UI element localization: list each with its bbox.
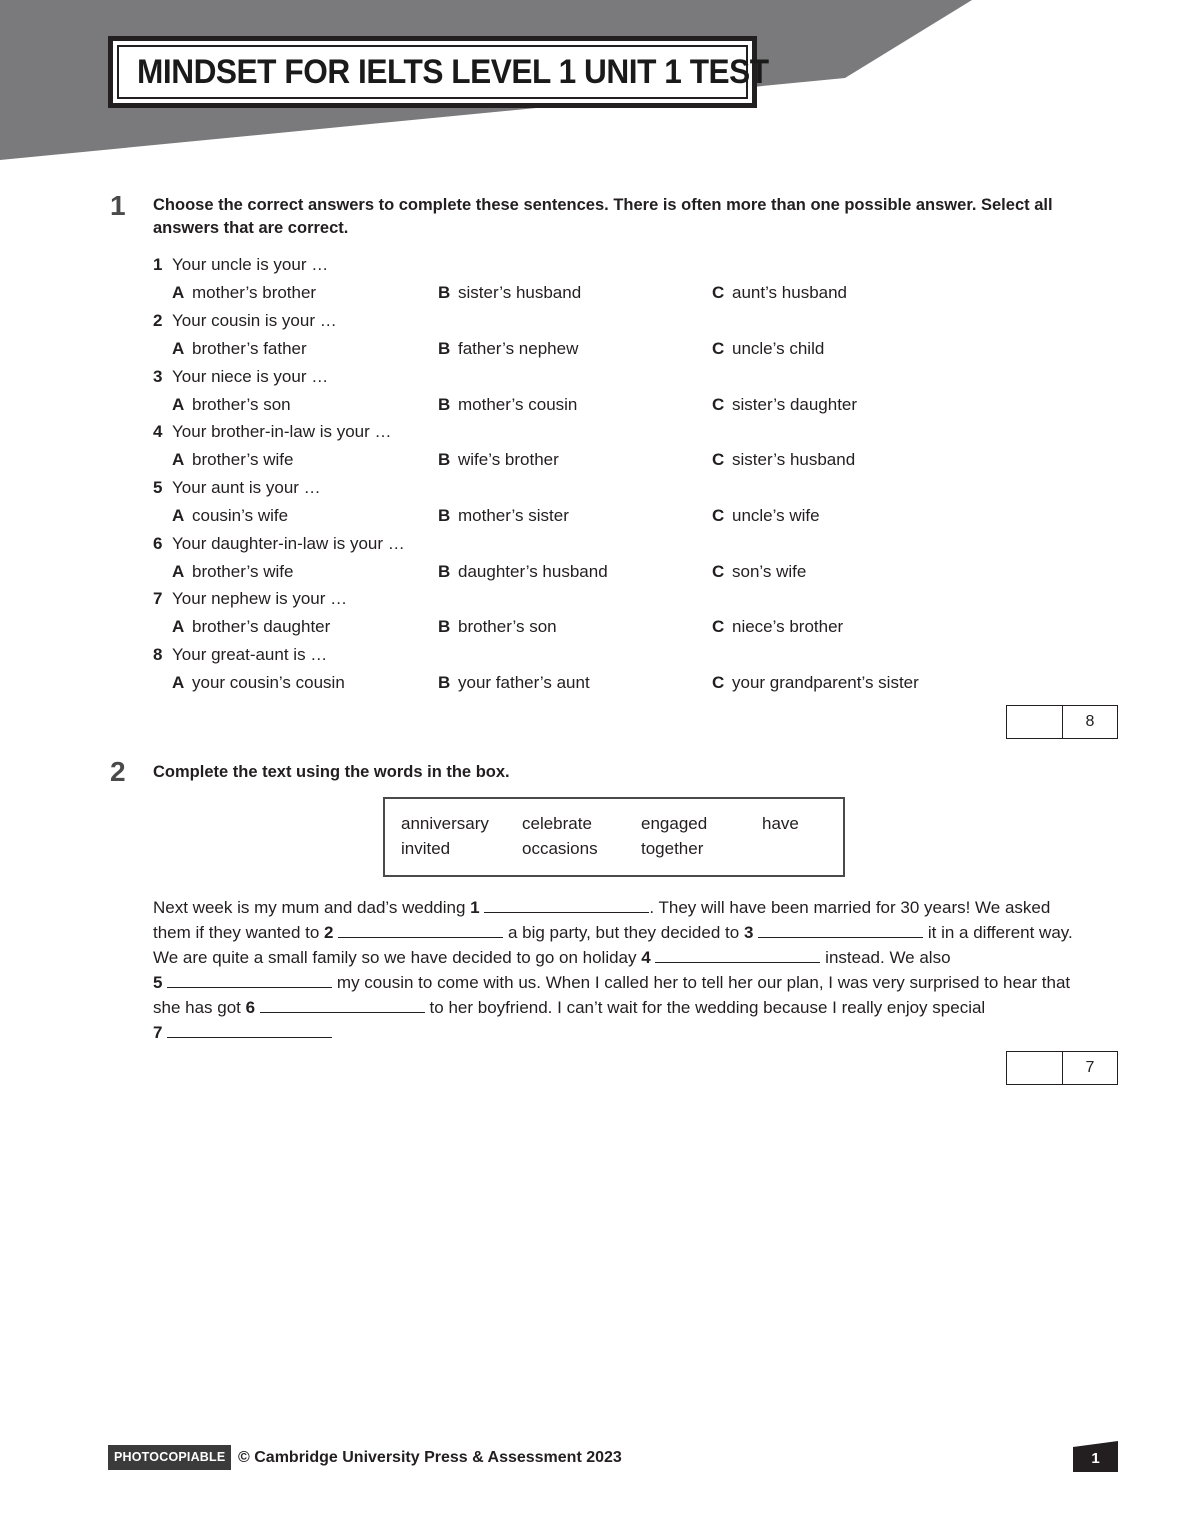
question-6 (153, 532, 405, 556)
word-celebrate: celebrate (522, 814, 592, 833)
option-letter: B (438, 562, 451, 581)
option-text: daughter’s husband (458, 562, 608, 581)
question-3-option-b[interactable] (438, 393, 577, 417)
question-2-option-c[interactable] (712, 337, 824, 361)
gap-3-blank[interactable] (758, 922, 923, 938)
word-engaged: engaged (641, 814, 708, 833)
question-4-option-b[interactable] (438, 448, 559, 472)
question-2-option-b[interactable] (438, 337, 578, 361)
question-4 (153, 420, 392, 444)
option-letter: A (172, 673, 185, 692)
option-text: father’s nephew (458, 339, 579, 358)
gap-2-blank[interactable] (338, 922, 503, 938)
option-letter: C (712, 506, 725, 525)
option-text: aunt’s husband (732, 283, 848, 302)
question-number: 7 (153, 589, 163, 608)
option-letter: C (712, 562, 725, 581)
text-line-1 (153, 895, 1113, 920)
question-stem: Your daughter-in-law is your … (172, 534, 405, 553)
text-segment: Next week is my mum and dad’s wedding (153, 898, 471, 917)
gap-number: 6 (245, 998, 256, 1017)
page-number: 1 (1091, 1450, 1100, 1467)
option-letter: B (438, 339, 451, 358)
question-number: 2 (153, 311, 163, 330)
question-stem: Your cousin is your … (172, 311, 337, 330)
question-7 (153, 587, 347, 611)
option-letter: C (712, 450, 725, 469)
gap-number: 2 (324, 923, 334, 942)
page-title: MINDSET FOR IELTS LEVEL 1 UNIT 1 TEST (137, 52, 769, 91)
option-text: brother’s son (192, 395, 291, 414)
gap-7-blank[interactable] (167, 1022, 332, 1038)
option-text: brother’s daughter (192, 617, 331, 636)
option-text: son’s wife (732, 562, 807, 581)
section-1-instruction-line1: Choose the correct answers to complete these sentences. There is often more than one possible answer. Select all (153, 196, 1053, 214)
option-letter: C (712, 283, 725, 302)
option-letter: B (438, 450, 451, 469)
option-letter: A (172, 339, 185, 358)
question-4-option-a[interactable] (172, 448, 293, 472)
gap-number: 1 (470, 898, 480, 917)
option-letter: C (712, 339, 725, 358)
option-letter: A (172, 395, 185, 414)
question-7-option-c[interactable] (712, 615, 843, 639)
section-2-number: 2 (110, 756, 126, 787)
option-text: mother’s brother (192, 283, 317, 302)
option-letter: B (438, 506, 451, 525)
section-2-score-box (1006, 1051, 1118, 1085)
question-5-option-a[interactable] (172, 504, 288, 528)
section-1-instruction (153, 194, 1093, 240)
option-letter: C (712, 395, 725, 414)
gap-6-blank[interactable] (260, 997, 425, 1013)
option-text: cousin’s wife (192, 506, 289, 525)
option-text: brother’s wife (192, 450, 294, 469)
question-stem: Your brother-in-law is your … (172, 422, 392, 441)
question-8-option-c[interactable] (712, 671, 919, 695)
option-text: your grandparent’s sister (732, 673, 919, 692)
text-line-6 (153, 1020, 1113, 1045)
option-letter: C (712, 617, 725, 636)
option-letter: A (172, 450, 185, 469)
option-text: brother’s son (458, 617, 557, 636)
option-text: uncle’s child (732, 339, 825, 358)
option-text: niece’s brother (732, 617, 844, 636)
option-text: mother’s cousin (458, 395, 578, 414)
question-1 (153, 253, 328, 277)
text-line-5 (153, 995, 1113, 1020)
question-2-option-a[interactable] (172, 337, 307, 361)
word-occasions: occasions (522, 839, 598, 858)
text-segment: it in a different way. (923, 923, 1073, 942)
text-segment: a big party, but they decided to (503, 923, 744, 942)
question-5 (153, 476, 321, 500)
question-3-option-c[interactable] (712, 393, 857, 417)
word-invited: invited (401, 839, 451, 858)
section-1-instruction-line2: answers that are correct. (153, 219, 349, 237)
question-8-option-b[interactable] (438, 671, 590, 695)
option-text: sister’s husband (732, 450, 856, 469)
gap-1-blank[interactable] (484, 897, 649, 913)
score-total: 7 (1085, 1059, 1095, 1076)
question-number: 3 (153, 367, 163, 386)
question-2 (153, 309, 337, 333)
question-1-option-c[interactable] (712, 281, 847, 305)
text-segment: she has got (153, 998, 246, 1017)
question-8 (153, 643, 327, 667)
option-letter: A (172, 283, 185, 302)
score-input[interactable] (1007, 706, 1063, 738)
question-1-option-a[interactable] (172, 281, 316, 305)
option-letter: A (172, 506, 185, 525)
question-6-option-c[interactable] (712, 560, 806, 584)
question-6-option-a[interactable] (172, 560, 293, 584)
question-number: 5 (153, 478, 163, 497)
option-letter: A (172, 562, 185, 581)
question-stem: Your aunt is your … (172, 478, 321, 497)
question-number: 4 (153, 422, 163, 441)
photocopiable-badge: PHOTOCOPIABLE (108, 1445, 231, 1470)
text-segment: my cousin to come with us. When I called her to tell her our plan, I was very surprised to hear that (332, 973, 1071, 992)
option-letter: A (172, 617, 185, 636)
text-segment: instead. We also (820, 948, 951, 967)
word-together: together (641, 839, 704, 858)
text-segment: . They will have been married for 30 years! We asked (649, 898, 1051, 917)
score-total: 8 (1085, 713, 1095, 730)
word-box (383, 797, 845, 877)
text-segment: to her boyfriend. I can’t wait for the wedding because I really enjoy special (424, 998, 986, 1017)
option-text: mother’s sister (458, 506, 569, 525)
word-have: have (762, 814, 799, 833)
copyright-notice: © Cambridge University Press & Assessment 2023 (238, 1449, 622, 1466)
question-7-option-b[interactable] (438, 615, 557, 639)
question-stem: Your niece is your … (172, 367, 329, 386)
option-text: sister’s daughter (732, 395, 858, 414)
question-stem: Your nephew is your … (172, 589, 348, 608)
question-8-option-a[interactable] (172, 671, 345, 695)
text-line-3 (153, 945, 1113, 970)
question-stem: Your great-aunt is … (172, 645, 328, 664)
option-text: brother’s father (192, 339, 307, 358)
gap-5-blank[interactable] (167, 972, 332, 988)
text-line-2 (153, 920, 1113, 945)
gap-number: 4 (641, 948, 651, 967)
question-5-option-b[interactable] (438, 504, 569, 528)
text-line-4 (153, 970, 1113, 995)
question-3-option-a[interactable] (172, 393, 291, 417)
title-box (108, 36, 769, 108)
question-5-option-c[interactable] (712, 504, 820, 528)
question-7-option-a[interactable] (172, 615, 330, 639)
gap-4-blank[interactable] (655, 947, 820, 963)
question-1-option-b[interactable] (438, 281, 581, 305)
question-6-option-b[interactable] (438, 560, 608, 584)
gap-number: 5 (153, 973, 163, 992)
option-text: wife’s brother (458, 450, 559, 469)
section-1-number: 1 (110, 190, 126, 221)
question-number: 8 (153, 645, 163, 664)
option-text: brother’s wife (192, 562, 294, 581)
question-number: 1 (153, 255, 163, 274)
option-text: your father’s aunt (458, 673, 590, 692)
option-text: uncle’s wife (732, 506, 820, 525)
word-anniversary: anniversary (401, 814, 489, 833)
score-input[interactable] (1007, 1052, 1063, 1084)
question-3 (153, 365, 328, 389)
option-letter: C (712, 673, 725, 692)
section-2-instruction: Complete the text using the words in the box. (153, 763, 510, 781)
option-letter: B (438, 617, 451, 636)
section-1-score-box (1006, 705, 1118, 739)
text-segment: them if they wanted to (153, 923, 325, 942)
option-text: sister’s husband (458, 283, 582, 302)
option-letter: B (438, 283, 451, 302)
question-4-option-c[interactable] (712, 448, 855, 472)
option-letter: B (438, 673, 451, 692)
question-stem: Your uncle is your … (172, 255, 329, 274)
option-letter: B (438, 395, 451, 414)
question-number: 6 (153, 534, 163, 553)
option-text: your cousin’s cousin (192, 673, 345, 692)
text-segment: We are quite a small family so we have decided to go on holiday (153, 948, 642, 967)
gap-number: 7 (153, 1023, 163, 1042)
gap-number: 3 (743, 923, 754, 942)
